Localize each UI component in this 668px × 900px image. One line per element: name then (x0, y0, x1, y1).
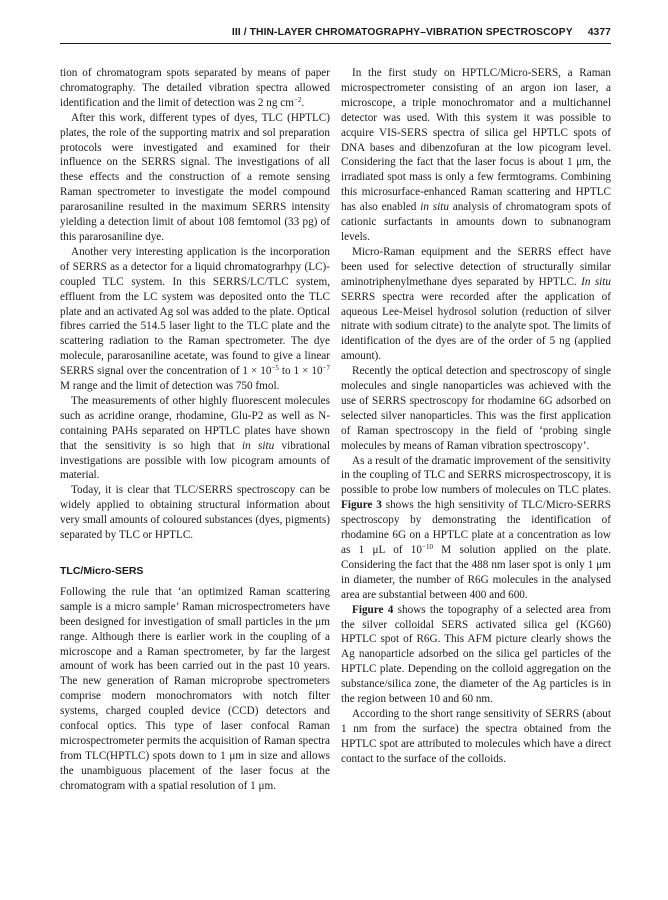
paragraph: The measurements of other highly fluorescent molecules such as acridine orange, rhodamine, Glu-P2 as well as N-containing PAHs separated on HPTLC plates have shown that the sensitivity is so high that in situ vibrational investigations are possible with low picogram amounts of material. (60, 394, 331, 482)
left-column (60, 66, 330, 794)
paragraph: tion of chromatogram spots separated by means of paper chromatography. The detailed vibration spectra allowed identification and the limit of detection was 2 ng $cm^{-2}$. (60, 67, 330, 109)
right-column (341, 66, 611, 767)
paragraph: According to the short range sensitivity of SERRS (about 1 nm from the surface) the spectra obtained from the HPTLC spot are attributed to molecules which have a direct contact to the surface of the colloids. (341, 707, 611, 765)
paragraph: Micro-Raman equipment and the SERRS effect have been used for selective detection of structurally similar aminotriphenylmethane dyes separated by HPTLC. In situ SERRS spectra were recorded after the application of aqueous Lee-Meisel hydrosol solution (reduction of silver nitrate with sodium citrate) to the analyte spot. The limits of identification of the dyes are of the order of 5 ng (applied amount). (341, 245, 611, 363)
paragraph: After this work, different types of dyes, TLC (HPTLC) plates, the role of the supporting matrix and sol preparation protocols were investigated and examined for their influence on the SERRS signal. The investigations of all these effects and the construction of a remote sensing Raman spectrometer to investigate the model compound pararosaniline resulted in the maximum SERRS intensity yielding a detection limit of about 108 femtomol (33 pg) of this pararosaniline dye. (60, 111, 330, 243)
paragraph: As a result of the dramatic improvement of the sensitivity in the coupling of TLC and SERRS microspectroscopy, it is possible to probe low numbers of molecules on TLC plates. Figure 3 shows the high sensitivity of TLC/Micro-SERRS spectroscopy by demonstrating the identification of rhodamine 6G on a HPTLC plate at a concentration as low as 1 μL of $10^{-10}$ M solution applied on the plate. Considering the fact that the 488 nm laser spot is only 1 μm in diameter, the number of R6G molecules in the analysed area are substantial between 400 and 600. (341, 454, 612, 601)
paragraph: Another very interesting application is the incorporation of SERRS as a detector for a liquid chromatograrhpy (LC)-coupled TLC system. In this SERRS/LC/TLC system, effluent from the LC system was deposited onto the TLC plate and an activated Ag sol was added to the plate. Optical fibres carried the 514.5 laser light to the TLC plate and the scattering radiation to the Raman spectrometer. The dye molecule, pararosaniline acetate, was found to give a linear SERRS signal over the concentration of $1 \times 10^{-5}$ to $1 \times 10^{-7}$ M range and the limit of detection was 750 fmol. (60, 245, 330, 393)
figure-reference: Figure 3 (341, 499, 382, 512)
page-number: 4377 (587, 27, 611, 38)
paragraph: Following the rule that ‘an optimized Raman scattering sample is a micro sample’ Raman microspectrometers have been designed for investigation of small particles in the μm range. Although there is earlier work in the coupling of a microscope and a Raman spectrometer, by far the largest amount of work has been carried out in the past 10 years. The new generation of Raman microprobe spectrometers comprise modern monochromators with notch filter systems, charged coupled device (CCD) detectors and confocal optics. This type of laser confocal Raman microspectrometer permits the acquisition of Raman spectra from TLC(HPTLC) spots down to 1 μm in size and allows the unambiguous placement of the laser focus at the chromatogram with a spatial resolution of 1 μm. (60, 585, 330, 792)
running-title: III / THIN-LAYER CHROMATOGRAPHY–VIBRATION SPECTROSCOPY (231, 27, 573, 38)
paragraph: In the first study on HPTLC/Micro-SERS, a Raman microspectrometer consisting of an argon ion laser, a microscope, a triple monochromator and a multichannel detector was used. With this system it was possible to acquire VIS-SERS spectra of silica gel HPTLC spots of DNA bases and dibenzofuran at the low picogram level. Considering the fact that the laser focus is about 1 μm, the irradiated spot mass is only a few fermtograms. Combining this microsurface-enhanced Raman scattering and HPTLC has also enabled in situ analysis of chromatogram spots of cationic surfactants in amounts down to subnanogram levels. (341, 67, 611, 243)
running-header (60, 27, 611, 49)
section-heading: TLC/Micro-SERS (60, 565, 144, 577)
paragraph: Figure 4 shows the topography of a selected area from the silver colloidal SERS activated silica gel (KG60) HPTLC spot of R6G. This AFM picture clearly shows the Ag nanoparticle adsorbed on the silica gel particles of the HPTLC plate. Depending on the colloid aggregation on the substance/silica zone, the diameter of the Ag particles is in the region between 10 and 60 nm. (341, 603, 611, 706)
paragraph: Recently the optical detection and spectroscopy of single molecules and single nanoparticles was achieved with the use of SERRS spectroscopy for rhodamine 6G adsorbed on selected silver nanoparticles. This was the first application of Raman spectroscopy in the field of ‘probing single molecules by means of Raman vibration spectroscopy’. (341, 365, 611, 452)
header-rule (60, 43, 611, 44)
paragraph: Today, it is clear that TLC/SERRS spectroscopy can be widely applied to obtaining structural information about very small amounts of coloured substances (dyes, pigments) separated by TLC or HPTLC. (60, 484, 330, 542)
figure-reference: Figure 4 (352, 603, 394, 616)
